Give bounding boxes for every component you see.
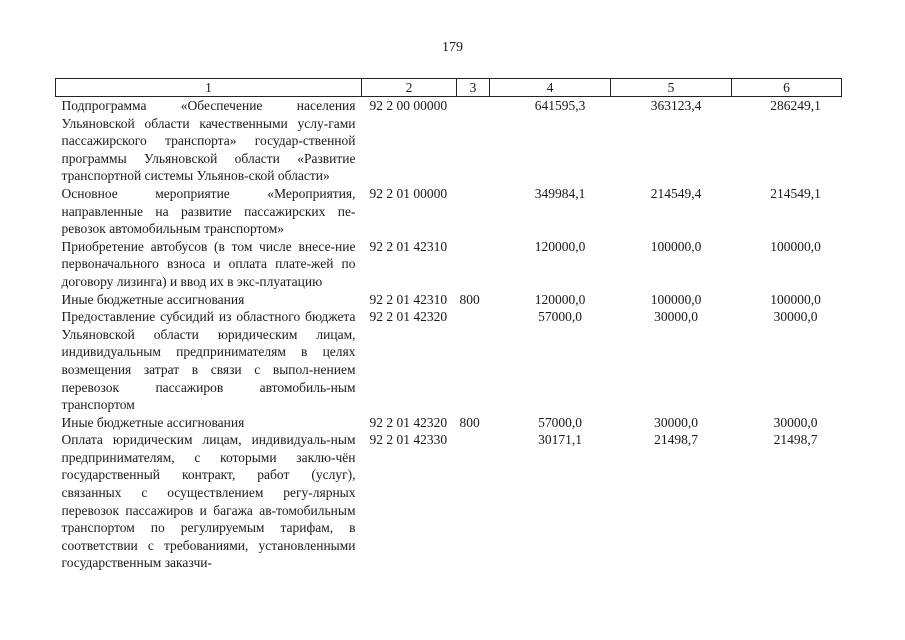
table-row: [56, 414, 842, 432]
row-value-col4: 349984,1: [534, 185, 586, 201]
row-name: Оплата юридическим лицам, индивидуаль-ным предпринимателям, с которыми заклю-чён государственный контракт, работ (услуг), связанных с осуществлением регу-лярных перевозок пассажиров и багажа ав-томобильным транспортом по регулируемым тарифам, в соответствии с требованиями, установленными государственным заказчи-: [61, 432, 356, 571]
row-value-col4: 57000,0: [538, 414, 582, 430]
row-code: 92 2 01 42320: [369, 309, 448, 325]
header-col-3: 3: [457, 79, 490, 97]
row-code: 92 2 01 42320: [369, 414, 448, 430]
row-value-col5: 363123,4: [650, 98, 702, 113]
row-name: Предоставление субсидий из областного бюджета Ульяновской области юридическим лицам, индивидуальным предпринимателям в целях возмещения затрат в связи с выпол-нением перевозок пассажиров автомобиль-ным транспортом: [61, 309, 356, 413]
table-row: [56, 97, 842, 185]
row-value-col5: 100000,0: [650, 291, 702, 307]
row-value-col5: 100000,0: [650, 238, 702, 254]
row-value-col4: 30171,1: [538, 432, 582, 448]
header-col-1: 1: [56, 79, 362, 97]
table-row: [56, 238, 842, 291]
table-body: [56, 97, 842, 573]
row-value-col4: 120000,0: [534, 291, 586, 307]
table-row: [56, 185, 842, 238]
header-col-6: 6: [732, 79, 842, 97]
row-value-col6: 100000,0: [770, 238, 821, 254]
row-code: 92 2 01 00000: [369, 185, 448, 201]
header-row: [56, 79, 842, 97]
table-row: [56, 291, 842, 309]
row-expense-type: [457, 308, 490, 414]
row-name: Иные бюджетные ассигнования: [61, 414, 245, 430]
header-col-2: 2: [362, 79, 457, 97]
row-code: 92 2 00 00000: [369, 98, 448, 113]
row-value-col5: 30000,0: [654, 414, 698, 430]
row-expense-type: [457, 238, 490, 291]
table-row: [56, 431, 842, 572]
table-row: [56, 308, 842, 414]
row-name: Иные бюджетные ассигнования: [61, 291, 245, 307]
row-value-col4: 57000,0: [538, 309, 582, 325]
row-value-col6: 30000,0: [773, 309, 818, 325]
row-value-col5: 214549,4: [650, 185, 702, 201]
row-expense-type: [457, 431, 490, 572]
row-value-col6: 214549,1: [770, 185, 821, 201]
row-value-col4: 641595,3: [534, 98, 586, 113]
page-number: 179: [442, 40, 463, 55]
row-value-col6: 100000,0: [770, 291, 821, 307]
row-value-col6: 30000,0: [773, 414, 818, 430]
row-value-col5: 21498,7: [654, 432, 698, 448]
row-code: 92 2 01 42310: [369, 238, 448, 254]
row-expense-type: 800: [459, 414, 480, 430]
row-expense-type: 800: [459, 291, 480, 307]
row-expense-type: [457, 185, 490, 238]
row-code: 92 2 01 42330: [369, 432, 448, 448]
header-col-4: 4: [490, 79, 611, 97]
row-name: Приобретение автобусов (в том числе внесе-ние первоначального взноса и оплата плате-жей по договору лизинга) и ввод их в экс-плуатацию: [61, 238, 356, 289]
row-expense-type: [457, 97, 490, 185]
row-name: Подпрограмма «Обеспечение населения Ульяновской области качественными услу-гами пассажирского транспорта» государ-ственной программы Ульяновской области «Развитие транспортной системы Ульянов-ской области»: [61, 98, 356, 184]
row-value-col4: 120000,0: [534, 238, 586, 254]
row-code: 92 2 01 42310: [369, 291, 448, 307]
row-value-col6: 21498,7: [773, 432, 818, 448]
header-col-5: 5: [611, 79, 732, 97]
row-value-col5: 30000,0: [654, 309, 698, 325]
table-header: [56, 79, 842, 97]
row-value-col6: 286249,1: [770, 98, 821, 113]
row-name: Основное мероприятие «Мероприятия, направленные на развитие пассажирских пе-ревозок автомобильным транспортом»: [61, 185, 356, 237]
budget-table: [55, 78, 842, 572]
